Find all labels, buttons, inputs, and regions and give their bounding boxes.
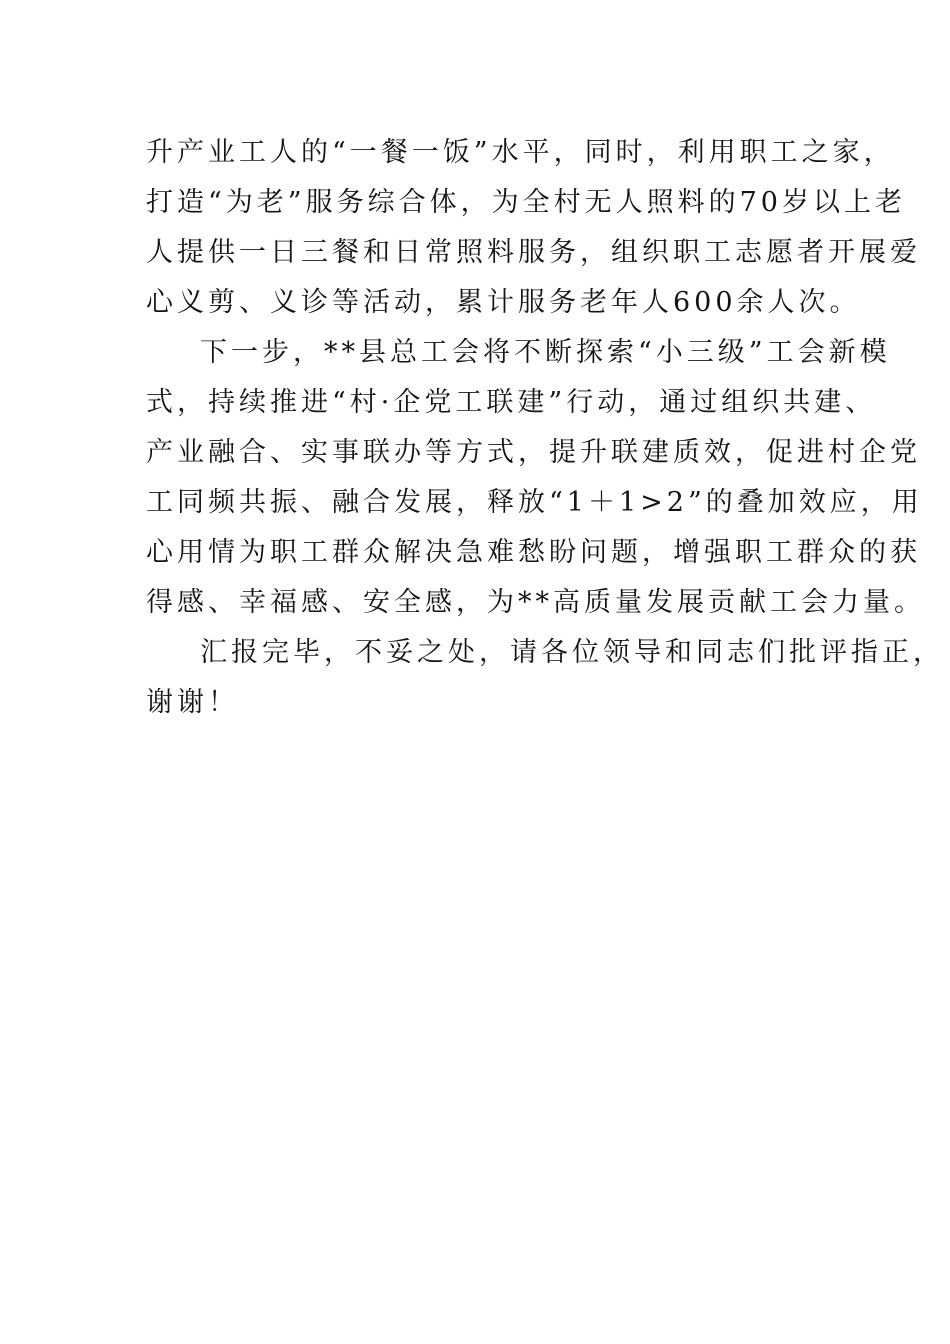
paragraph-2-line-4: 工同频共振、融合发展，释放“1＋1>2”的叠加效应，用 <box>146 487 923 518</box>
paragraph-2-line-5: 心用情为职工群众解决急难愁盼问题，增强职工群众的获 <box>146 537 921 568</box>
paragraph-2-line-6: 得感、幸福感、安全感，为**高质量发展贡献工会力量。 <box>146 587 925 618</box>
paragraph-3-line-2: 谢谢！ <box>146 687 239 718</box>
paragraph-1-line-1: 升产业工人的“一餐一饭”水平，同时，利用职工之家， <box>146 137 895 168</box>
paragraph-1-line-4: 心义剪、义诊等活动，累计服务老年人600余人次。 <box>146 287 861 318</box>
paragraph-1-line-2: 打造“为老”服务综合体，为全村无人照料的70岁以上老 <box>146 187 906 218</box>
paragraph-2-line-1: 下一步，**县总工会将不断探索“小三级”工会新模 <box>200 337 891 368</box>
paragraph-2-line-2: 式，持续推进“村·企党工联建”行动，通过组织共建、 <box>146 387 877 418</box>
paragraph-2-line-3: 产业融合、实事联办等方式，提升联建质效，促进村企党 <box>146 437 921 468</box>
document-body <box>146 128 944 728</box>
paragraph-1-line-3: 人提供一日三餐和日常照料服务，组织职工志愿者开展爱 <box>146 237 921 268</box>
paragraph-3-line-1: 汇报完毕，不妥之处，请各位领导和同志们批评指正， <box>200 637 944 668</box>
